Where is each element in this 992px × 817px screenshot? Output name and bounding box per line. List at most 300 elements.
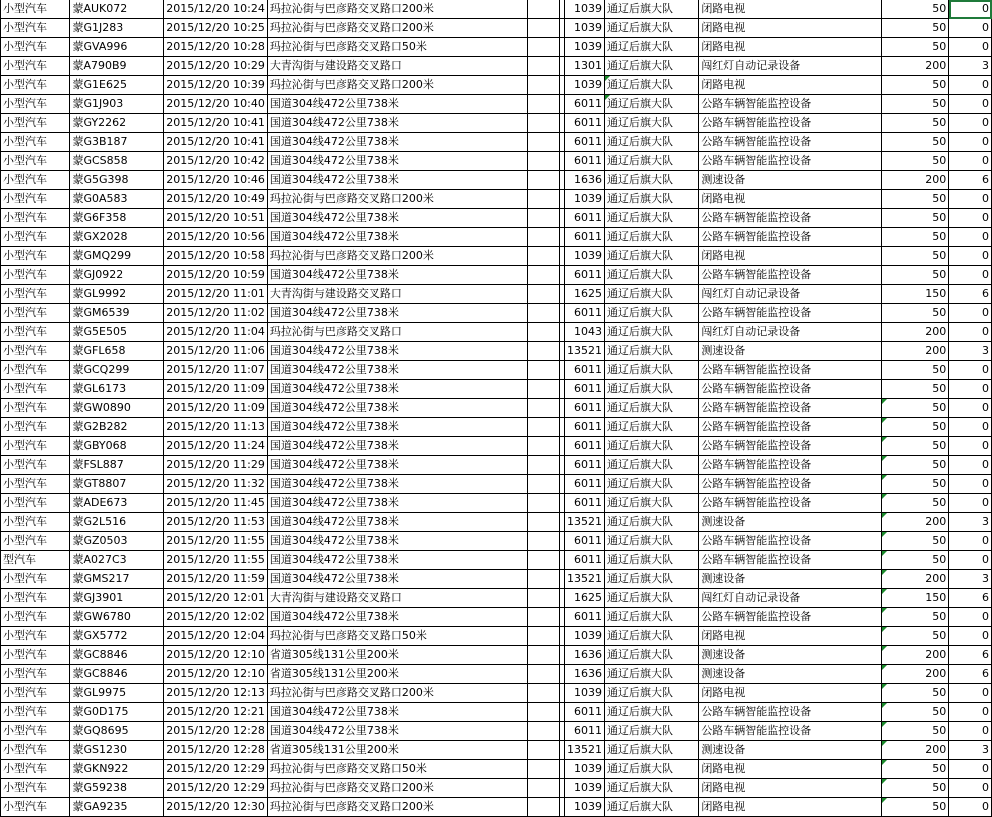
code-cell[interactable]: 1636 bbox=[565, 171, 605, 190]
datetime-cell[interactable]: 2015/12/20 10:46 bbox=[164, 171, 268, 190]
device-cell[interactable]: 闭路电视 bbox=[699, 76, 882, 95]
unit-cell[interactable]: 通辽后旗大队 bbox=[605, 171, 699, 190]
location-cell[interactable]: 国道304线472公里738米 bbox=[267, 361, 527, 380]
location-cell[interactable]: 国道304线472公里738米 bbox=[267, 342, 527, 361]
vehicle-type-cell[interactable]: 小型汽车 bbox=[1, 437, 70, 456]
datetime-cell[interactable]: 2015/12/20 12:29 bbox=[164, 779, 268, 798]
code-cell[interactable]: 6011 bbox=[565, 152, 605, 171]
unit-cell[interactable]: 通辽后旗大队 bbox=[605, 684, 699, 703]
fine-cell[interactable]: 50 bbox=[882, 76, 949, 95]
empty-cell[interactable] bbox=[528, 0, 560, 19]
code-cell[interactable]: 6011 bbox=[565, 722, 605, 741]
points-cell[interactable]: 0 bbox=[949, 323, 992, 342]
code-cell[interactable]: 6011 bbox=[565, 95, 605, 114]
fine-cell[interactable]: 200 bbox=[882, 171, 949, 190]
fine-cell[interactable]: 50 bbox=[882, 608, 949, 627]
device-cell[interactable]: 公路车辆智能监控设备 bbox=[699, 361, 882, 380]
location-cell[interactable]: 玛拉沁街与巴彦路交叉路口 bbox=[267, 323, 527, 342]
datetime-cell[interactable]: 2015/12/20 11:01 bbox=[164, 285, 268, 304]
datetime-cell[interactable]: 2015/12/20 12:10 bbox=[164, 646, 268, 665]
datetime-cell[interactable]: 2015/12/20 11:55 bbox=[164, 551, 268, 570]
plate-number-cell[interactable]: 蒙GVA996 bbox=[70, 38, 164, 57]
unit-cell[interactable]: 通辽后旗大队 bbox=[605, 703, 699, 722]
device-cell[interactable]: 闯红灯自动记录设备 bbox=[699, 589, 882, 608]
device-cell[interactable]: 公路车辆智能监控设备 bbox=[699, 418, 882, 437]
empty-cell[interactable] bbox=[528, 437, 560, 456]
points-cell[interactable]: 0 bbox=[949, 114, 992, 133]
code-cell[interactable]: 6011 bbox=[565, 418, 605, 437]
points-cell[interactable]: 3 bbox=[949, 342, 992, 361]
location-cell[interactable]: 国道304线472公里738米 bbox=[267, 171, 527, 190]
empty-cell[interactable] bbox=[528, 76, 560, 95]
vehicle-type-cell[interactable]: 小型汽车 bbox=[1, 38, 70, 57]
unit-cell[interactable]: 通辽后旗大队 bbox=[605, 304, 699, 323]
device-cell[interactable]: 公路车辆智能监控设备 bbox=[699, 114, 882, 133]
code-cell[interactable]: 6011 bbox=[565, 361, 605, 380]
fine-cell[interactable]: 50 bbox=[882, 684, 949, 703]
fine-cell[interactable]: 50 bbox=[882, 380, 949, 399]
vehicle-type-cell[interactable]: 小型汽车 bbox=[1, 285, 70, 304]
vehicle-type-cell[interactable]: 小型汽车 bbox=[1, 456, 70, 475]
unit-cell[interactable]: 通辽后旗大队 bbox=[605, 418, 699, 437]
fine-cell[interactable]: 50 bbox=[882, 114, 949, 133]
location-cell[interactable]: 国道304线472公里738米 bbox=[267, 95, 527, 114]
code-cell[interactable]: 6011 bbox=[565, 456, 605, 475]
points-cell[interactable]: 0 bbox=[949, 475, 992, 494]
unit-cell[interactable]: 通辽后旗大队 bbox=[605, 228, 699, 247]
plate-number-cell[interactable]: 蒙GC8846 bbox=[70, 665, 164, 684]
code-cell[interactable]: 6011 bbox=[565, 304, 605, 323]
device-cell[interactable]: 闭路电视 bbox=[699, 779, 882, 798]
unit-cell[interactable]: 通辽后旗大队 bbox=[605, 475, 699, 494]
datetime-cell[interactable]: 2015/12/20 10:59 bbox=[164, 266, 268, 285]
location-cell[interactable]: 国道304线472公里738米 bbox=[267, 456, 527, 475]
location-cell[interactable]: 玛拉沁街与巴彦路交叉路口200米 bbox=[267, 19, 527, 38]
datetime-cell[interactable]: 2015/12/20 10:42 bbox=[164, 152, 268, 171]
location-cell[interactable]: 国道304线472公里738米 bbox=[267, 570, 527, 589]
empty-cell[interactable] bbox=[528, 171, 560, 190]
fine-cell[interactable]: 200 bbox=[882, 513, 949, 532]
plate-number-cell[interactable]: 蒙GFL658 bbox=[70, 342, 164, 361]
code-cell[interactable]: 6011 bbox=[565, 437, 605, 456]
vehicle-type-cell[interactable]: 小型汽车 bbox=[1, 171, 70, 190]
empty-cell[interactable] bbox=[528, 399, 560, 418]
plate-number-cell[interactable]: 蒙GL9992 bbox=[70, 285, 164, 304]
code-cell[interactable]: 6011 bbox=[565, 209, 605, 228]
fine-cell[interactable]: 50 bbox=[882, 133, 949, 152]
empty-cell[interactable] bbox=[528, 361, 560, 380]
plate-number-cell[interactable]: 蒙FSL887 bbox=[70, 456, 164, 475]
points-cell[interactable]: 6 bbox=[949, 171, 992, 190]
empty-cell[interactable] bbox=[528, 323, 560, 342]
fine-cell[interactable]: 200 bbox=[882, 741, 949, 760]
vehicle-type-cell[interactable]: 小型汽车 bbox=[1, 228, 70, 247]
datetime-cell[interactable]: 2015/12/20 11:06 bbox=[164, 342, 268, 361]
points-cell[interactable]: 0 bbox=[949, 209, 992, 228]
vehicle-type-cell[interactable]: 小型汽车 bbox=[1, 209, 70, 228]
plate-number-cell[interactable]: 蒙A027C3 bbox=[70, 551, 164, 570]
unit-cell[interactable]: 通辽后旗大队 bbox=[605, 114, 699, 133]
device-cell[interactable]: 公路车辆智能监控设备 bbox=[699, 551, 882, 570]
empty-cell[interactable] bbox=[528, 456, 560, 475]
vehicle-type-cell[interactable]: 小型汽车 bbox=[1, 418, 70, 437]
unit-cell[interactable]: 通辽后旗大队 bbox=[605, 38, 699, 57]
device-cell[interactable]: 公路车辆智能监控设备 bbox=[699, 95, 882, 114]
fine-cell[interactable]: 200 bbox=[882, 342, 949, 361]
device-cell[interactable]: 闭路电视 bbox=[699, 247, 882, 266]
vehicle-type-cell[interactable]: 小型汽车 bbox=[1, 152, 70, 171]
location-cell[interactable]: 玛拉沁街与巴彦路交叉路口200米 bbox=[267, 190, 527, 209]
plate-number-cell[interactable]: 蒙A790B9 bbox=[70, 57, 164, 76]
location-cell[interactable]: 国道304线472公里738米 bbox=[267, 266, 527, 285]
fine-cell[interactable]: 50 bbox=[882, 190, 949, 209]
vehicle-type-cell[interactable]: 小型汽车 bbox=[1, 646, 70, 665]
datetime-cell[interactable]: 2015/12/20 12:04 bbox=[164, 627, 268, 646]
plate-number-cell[interactable]: 蒙GMS217 bbox=[70, 570, 164, 589]
location-cell[interactable]: 国道304线472公里738米 bbox=[267, 608, 527, 627]
location-cell[interactable]: 国道304线472公里738米 bbox=[267, 703, 527, 722]
code-cell[interactable]: 1039 bbox=[565, 190, 605, 209]
datetime-cell[interactable]: 2015/12/20 12:01 bbox=[164, 589, 268, 608]
code-cell[interactable]: 1039 bbox=[565, 19, 605, 38]
plate-number-cell[interactable]: 蒙GBY068 bbox=[70, 437, 164, 456]
vehicle-type-cell[interactable]: 小型汽车 bbox=[1, 247, 70, 266]
code-cell[interactable]: 6011 bbox=[565, 703, 605, 722]
vehicle-type-cell[interactable]: 小型汽车 bbox=[1, 589, 70, 608]
code-cell[interactable]: 6011 bbox=[565, 399, 605, 418]
vehicle-type-cell[interactable]: 小型汽车 bbox=[1, 665, 70, 684]
plate-number-cell[interactable]: 蒙ADE673 bbox=[70, 494, 164, 513]
unit-cell[interactable]: 通辽后旗大队 bbox=[605, 247, 699, 266]
empty-cell[interactable] bbox=[528, 551, 560, 570]
points-cell[interactable]: 0 bbox=[949, 798, 992, 817]
unit-cell[interactable]: 通辽后旗大队 bbox=[605, 760, 699, 779]
empty-cell[interactable] bbox=[528, 798, 560, 817]
device-cell[interactable]: 公路车辆智能监控设备 bbox=[699, 304, 882, 323]
device-cell[interactable]: 公路车辆智能监控设备 bbox=[699, 475, 882, 494]
empty-cell[interactable] bbox=[528, 513, 560, 532]
fine-cell[interactable]: 200 bbox=[882, 570, 949, 589]
device-cell[interactable]: 公路车辆智能监控设备 bbox=[699, 494, 882, 513]
unit-cell[interactable]: 通辽后旗大队 bbox=[605, 76, 699, 95]
fine-cell[interactable]: 50 bbox=[882, 38, 949, 57]
empty-cell[interactable] bbox=[528, 494, 560, 513]
location-cell[interactable]: 国道304线472公里738米 bbox=[267, 475, 527, 494]
vehicle-type-cell[interactable]: 小型汽车 bbox=[1, 0, 70, 19]
points-cell[interactable]: 0 bbox=[949, 456, 992, 475]
unit-cell[interactable]: 通辽后旗大队 bbox=[605, 646, 699, 665]
fine-cell[interactable]: 50 bbox=[882, 722, 949, 741]
device-cell[interactable]: 闭路电视 bbox=[699, 19, 882, 38]
plate-number-cell[interactable]: 蒙G6F358 bbox=[70, 209, 164, 228]
code-cell[interactable]: 1039 bbox=[565, 247, 605, 266]
vehicle-type-cell[interactable]: 小型汽车 bbox=[1, 684, 70, 703]
code-cell[interactable]: 13521 bbox=[565, 342, 605, 361]
datetime-cell[interactable]: 2015/12/20 11:07 bbox=[164, 361, 268, 380]
location-cell[interactable]: 大青沟街与建设路交叉路口 bbox=[267, 285, 527, 304]
fine-cell[interactable]: 50 bbox=[882, 779, 949, 798]
location-cell[interactable]: 国道304线472公里738米 bbox=[267, 437, 527, 456]
fine-cell[interactable]: 50 bbox=[882, 798, 949, 817]
fine-cell[interactable]: 50 bbox=[882, 532, 949, 551]
unit-cell[interactable]: 通辽后旗大队 bbox=[605, 152, 699, 171]
points-cell[interactable]: 0 bbox=[949, 133, 992, 152]
fine-cell[interactable]: 50 bbox=[882, 627, 949, 646]
datetime-cell[interactable]: 2015/12/20 11:24 bbox=[164, 437, 268, 456]
device-cell[interactable]: 公路车辆智能监控设备 bbox=[699, 608, 882, 627]
points-cell[interactable]: 0 bbox=[949, 532, 992, 551]
datetime-cell[interactable]: 2015/12/20 11:32 bbox=[164, 475, 268, 494]
vehicle-type-cell[interactable]: 小型汽车 bbox=[1, 19, 70, 38]
vehicle-type-cell[interactable]: 小型汽车 bbox=[1, 570, 70, 589]
plate-number-cell[interactable]: 蒙G5G398 bbox=[70, 171, 164, 190]
device-cell[interactable]: 测速设备 bbox=[699, 646, 882, 665]
code-cell[interactable]: 6011 bbox=[565, 532, 605, 551]
points-cell[interactable]: 0 bbox=[949, 38, 992, 57]
unit-cell[interactable]: 通辽后旗大队 bbox=[605, 494, 699, 513]
points-cell[interactable]: 0 bbox=[949, 399, 992, 418]
location-cell[interactable]: 玛拉沁街与巴彦路交叉路口200米 bbox=[267, 76, 527, 95]
fine-cell[interactable]: 50 bbox=[882, 19, 949, 38]
code-cell[interactable]: 6011 bbox=[565, 228, 605, 247]
points-cell[interactable]: 0 bbox=[949, 228, 992, 247]
device-cell[interactable]: 测速设备 bbox=[699, 171, 882, 190]
fine-cell[interactable]: 50 bbox=[882, 152, 949, 171]
points-cell[interactable]: 0 bbox=[949, 684, 992, 703]
vehicle-type-cell[interactable]: 小型汽车 bbox=[1, 323, 70, 342]
code-cell[interactable]: 1039 bbox=[565, 76, 605, 95]
points-cell[interactable]: 0 bbox=[949, 95, 992, 114]
code-cell[interactable]: 1039 bbox=[565, 627, 605, 646]
fine-cell[interactable]: 50 bbox=[882, 361, 949, 380]
empty-cell[interactable] bbox=[528, 532, 560, 551]
datetime-cell[interactable]: 2015/12/20 12:28 bbox=[164, 741, 268, 760]
empty-cell[interactable] bbox=[528, 38, 560, 57]
device-cell[interactable]: 公路车辆智能监控设备 bbox=[699, 722, 882, 741]
unit-cell[interactable]: 通辽后旗大队 bbox=[605, 95, 699, 114]
empty-cell[interactable] bbox=[528, 95, 560, 114]
datetime-cell[interactable]: 2015/12/20 11:04 bbox=[164, 323, 268, 342]
fine-cell[interactable]: 50 bbox=[882, 456, 949, 475]
device-cell[interactable]: 闭路电视 bbox=[699, 760, 882, 779]
fine-cell[interactable]: 150 bbox=[882, 589, 949, 608]
vehicle-type-cell[interactable]: 小型汽车 bbox=[1, 760, 70, 779]
datetime-cell[interactable]: 2015/12/20 12:29 bbox=[164, 760, 268, 779]
location-cell[interactable]: 玛拉沁街与巴彦路交叉路口200米 bbox=[267, 247, 527, 266]
code-cell[interactable]: 6011 bbox=[565, 551, 605, 570]
vehicle-type-cell[interactable]: 小型汽车 bbox=[1, 304, 70, 323]
points-cell[interactable]: 0 bbox=[949, 380, 992, 399]
unit-cell[interactable]: 通辽后旗大队 bbox=[605, 380, 699, 399]
device-cell[interactable]: 闯红灯自动记录设备 bbox=[699, 57, 882, 76]
location-cell[interactable]: 国道304线472公里738米 bbox=[267, 380, 527, 399]
fine-cell[interactable]: 50 bbox=[882, 247, 949, 266]
location-cell[interactable]: 省道305线131公里200米 bbox=[267, 646, 527, 665]
code-cell[interactable]: 6011 bbox=[565, 266, 605, 285]
datetime-cell[interactable]: 2015/12/20 10:49 bbox=[164, 190, 268, 209]
points-cell[interactable]: 0 bbox=[949, 551, 992, 570]
fine-cell[interactable]: 200 bbox=[882, 646, 949, 665]
empty-cell[interactable] bbox=[528, 665, 560, 684]
vehicle-type-cell[interactable]: 型汽车 bbox=[1, 551, 70, 570]
vehicle-type-cell[interactable]: 小型汽车 bbox=[1, 95, 70, 114]
device-cell[interactable]: 闭路电视 bbox=[699, 190, 882, 209]
plate-number-cell[interactable]: 蒙G2L516 bbox=[70, 513, 164, 532]
datetime-cell[interactable]: 2015/12/20 10:29 bbox=[164, 57, 268, 76]
location-cell[interactable]: 省道305线131公里200米 bbox=[267, 665, 527, 684]
fine-cell[interactable]: 50 bbox=[882, 399, 949, 418]
code-cell[interactable]: 6011 bbox=[565, 494, 605, 513]
code-cell[interactable]: 6011 bbox=[565, 114, 605, 133]
location-cell[interactable]: 玛拉沁街与巴彦路交叉路口200米 bbox=[267, 0, 527, 19]
code-cell[interactable]: 1625 bbox=[565, 285, 605, 304]
vehicle-type-cell[interactable]: 小型汽车 bbox=[1, 494, 70, 513]
location-cell[interactable]: 国道304线472公里738米 bbox=[267, 551, 527, 570]
datetime-cell[interactable]: 2015/12/20 11:45 bbox=[164, 494, 268, 513]
points-cell[interactable]: 0 bbox=[949, 152, 992, 171]
device-cell[interactable]: 公路车辆智能监控设备 bbox=[699, 209, 882, 228]
empty-cell[interactable] bbox=[528, 741, 560, 760]
location-cell[interactable]: 玛拉沁街与巴彦路交叉路口200米 bbox=[267, 684, 527, 703]
code-cell[interactable]: 1043 bbox=[565, 323, 605, 342]
unit-cell[interactable]: 通辽后旗大队 bbox=[605, 266, 699, 285]
location-cell[interactable]: 玛拉沁街与巴彦路交叉路口200米 bbox=[267, 798, 527, 817]
location-cell[interactable]: 国道304线472公里738米 bbox=[267, 304, 527, 323]
code-cell[interactable]: 13521 bbox=[565, 513, 605, 532]
points-cell[interactable]: 0 bbox=[949, 722, 992, 741]
code-cell[interactable]: 13521 bbox=[565, 570, 605, 589]
device-cell[interactable]: 公路车辆智能监控设备 bbox=[699, 133, 882, 152]
plate-number-cell[interactable]: 蒙G3B187 bbox=[70, 133, 164, 152]
code-cell[interactable]: 1039 bbox=[565, 684, 605, 703]
plate-number-cell[interactable]: 蒙GA9235 bbox=[70, 798, 164, 817]
unit-cell[interactable]: 通辽后旗大队 bbox=[605, 532, 699, 551]
points-cell[interactable]: 3 bbox=[949, 741, 992, 760]
plate-number-cell[interactable]: 蒙GL9975 bbox=[70, 684, 164, 703]
code-cell[interactable]: 1039 bbox=[565, 0, 605, 19]
location-cell[interactable]: 国道304线472公里738米 bbox=[267, 722, 527, 741]
unit-cell[interactable]: 通辽后旗大队 bbox=[605, 798, 699, 817]
vehicle-type-cell[interactable]: 小型汽车 bbox=[1, 532, 70, 551]
plate-number-cell[interactable]: 蒙AUK072 bbox=[70, 0, 164, 19]
device-cell[interactable]: 闯红灯自动记录设备 bbox=[699, 285, 882, 304]
fine-cell[interactable]: 50 bbox=[882, 209, 949, 228]
empty-cell[interactable] bbox=[528, 760, 560, 779]
datetime-cell[interactable]: 2015/12/20 11:02 bbox=[164, 304, 268, 323]
code-cell[interactable]: 6011 bbox=[565, 133, 605, 152]
fine-cell[interactable]: 50 bbox=[882, 304, 949, 323]
datetime-cell[interactable]: 2015/12/20 11:29 bbox=[164, 456, 268, 475]
datetime-cell[interactable]: 2015/12/20 12:30 bbox=[164, 798, 268, 817]
empty-cell[interactable] bbox=[528, 209, 560, 228]
datetime-cell[interactable]: 2015/12/20 11:53 bbox=[164, 513, 268, 532]
empty-cell[interactable] bbox=[528, 57, 560, 76]
fine-cell[interactable]: 200 bbox=[882, 665, 949, 684]
empty-cell[interactable] bbox=[528, 703, 560, 722]
points-cell[interactable]: 6 bbox=[949, 665, 992, 684]
plate-number-cell[interactable]: 蒙G1E625 bbox=[70, 76, 164, 95]
code-cell[interactable]: 1039 bbox=[565, 798, 605, 817]
code-cell[interactable]: 6011 bbox=[565, 608, 605, 627]
plate-number-cell[interactable]: 蒙GJ0922 bbox=[70, 266, 164, 285]
vehicle-type-cell[interactable]: 小型汽车 bbox=[1, 133, 70, 152]
empty-cell[interactable] bbox=[528, 133, 560, 152]
plate-number-cell[interactable]: 蒙GCS858 bbox=[70, 152, 164, 171]
unit-cell[interactable]: 通辽后旗大队 bbox=[605, 513, 699, 532]
datetime-cell[interactable]: 2015/12/20 10:40 bbox=[164, 95, 268, 114]
location-cell[interactable]: 国道304线472公里738米 bbox=[267, 133, 527, 152]
device-cell[interactable]: 测速设备 bbox=[699, 741, 882, 760]
unit-cell[interactable]: 通辽后旗大队 bbox=[605, 779, 699, 798]
plate-number-cell[interactable]: 蒙GW0890 bbox=[70, 399, 164, 418]
fine-cell[interactable]: 50 bbox=[882, 703, 949, 722]
device-cell[interactable]: 测速设备 bbox=[699, 665, 882, 684]
vehicle-type-cell[interactable]: 小型汽车 bbox=[1, 779, 70, 798]
points-cell[interactable]: 3 bbox=[949, 57, 992, 76]
location-cell[interactable]: 省道305线131公里200米 bbox=[267, 741, 527, 760]
datetime-cell[interactable]: 2015/12/20 10:25 bbox=[164, 19, 268, 38]
code-cell[interactable]: 6011 bbox=[565, 380, 605, 399]
plate-number-cell[interactable]: 蒙GMQ299 bbox=[70, 247, 164, 266]
unit-cell[interactable]: 通辽后旗大队 bbox=[605, 190, 699, 209]
datetime-cell[interactable]: 2015/12/20 12:02 bbox=[164, 608, 268, 627]
points-cell[interactable]: 0 bbox=[949, 304, 992, 323]
empty-cell[interactable] bbox=[528, 380, 560, 399]
points-cell[interactable]: 0 bbox=[949, 494, 992, 513]
datetime-cell[interactable]: 2015/12/20 10:51 bbox=[164, 209, 268, 228]
unit-cell[interactable]: 通辽后旗大队 bbox=[605, 361, 699, 380]
plate-number-cell[interactable]: 蒙GW6780 bbox=[70, 608, 164, 627]
unit-cell[interactable]: 通辽后旗大队 bbox=[605, 0, 699, 19]
device-cell[interactable]: 闯红灯自动记录设备 bbox=[699, 323, 882, 342]
vehicle-type-cell[interactable]: 小型汽车 bbox=[1, 627, 70, 646]
plate-number-cell[interactable]: 蒙G0D175 bbox=[70, 703, 164, 722]
vehicle-type-cell[interactable]: 小型汽车 bbox=[1, 798, 70, 817]
vehicle-type-cell[interactable]: 小型汽车 bbox=[1, 342, 70, 361]
plate-number-cell[interactable]: 蒙GJ3901 bbox=[70, 589, 164, 608]
vehicle-type-cell[interactable]: 小型汽车 bbox=[1, 399, 70, 418]
fine-cell[interactable]: 50 bbox=[882, 760, 949, 779]
fine-cell[interactable]: 50 bbox=[882, 475, 949, 494]
plate-number-cell[interactable]: 蒙GM6539 bbox=[70, 304, 164, 323]
location-cell[interactable]: 国道304线472公里738米 bbox=[267, 228, 527, 247]
location-cell[interactable]: 国道304线472公里738米 bbox=[267, 209, 527, 228]
vehicle-type-cell[interactable]: 小型汽车 bbox=[1, 361, 70, 380]
plate-number-cell[interactable]: 蒙GKN922 bbox=[70, 760, 164, 779]
plate-number-cell[interactable]: 蒙GZ0503 bbox=[70, 532, 164, 551]
fine-cell[interactable]: 50 bbox=[882, 551, 949, 570]
code-cell[interactable]: 13521 bbox=[565, 741, 605, 760]
location-cell[interactable]: 国道304线472公里738米 bbox=[267, 399, 527, 418]
device-cell[interactable]: 闭路电视 bbox=[699, 38, 882, 57]
code-cell[interactable]: 6011 bbox=[565, 475, 605, 494]
points-cell[interactable]: 0 bbox=[949, 608, 992, 627]
vehicle-type-cell[interactable]: 小型汽车 bbox=[1, 703, 70, 722]
points-cell[interactable]: 0 bbox=[949, 437, 992, 456]
location-cell[interactable]: 国道304线472公里738米 bbox=[267, 494, 527, 513]
empty-cell[interactable] bbox=[528, 475, 560, 494]
datetime-cell[interactable]: 2015/12/20 12:21 bbox=[164, 703, 268, 722]
points-cell[interactable]: 0 bbox=[949, 779, 992, 798]
unit-cell[interactable]: 通辽后旗大队 bbox=[605, 342, 699, 361]
points-cell[interactable]: 0 bbox=[949, 418, 992, 437]
code-cell[interactable]: 1301 bbox=[565, 57, 605, 76]
points-cell[interactable]: 6 bbox=[949, 589, 992, 608]
device-cell[interactable]: 公路车辆智能监控设备 bbox=[699, 437, 882, 456]
location-cell[interactable]: 国道304线472公里738米 bbox=[267, 114, 527, 133]
plate-number-cell[interactable]: 蒙GX5772 bbox=[70, 627, 164, 646]
unit-cell[interactable]: 通辽后旗大队 bbox=[605, 551, 699, 570]
